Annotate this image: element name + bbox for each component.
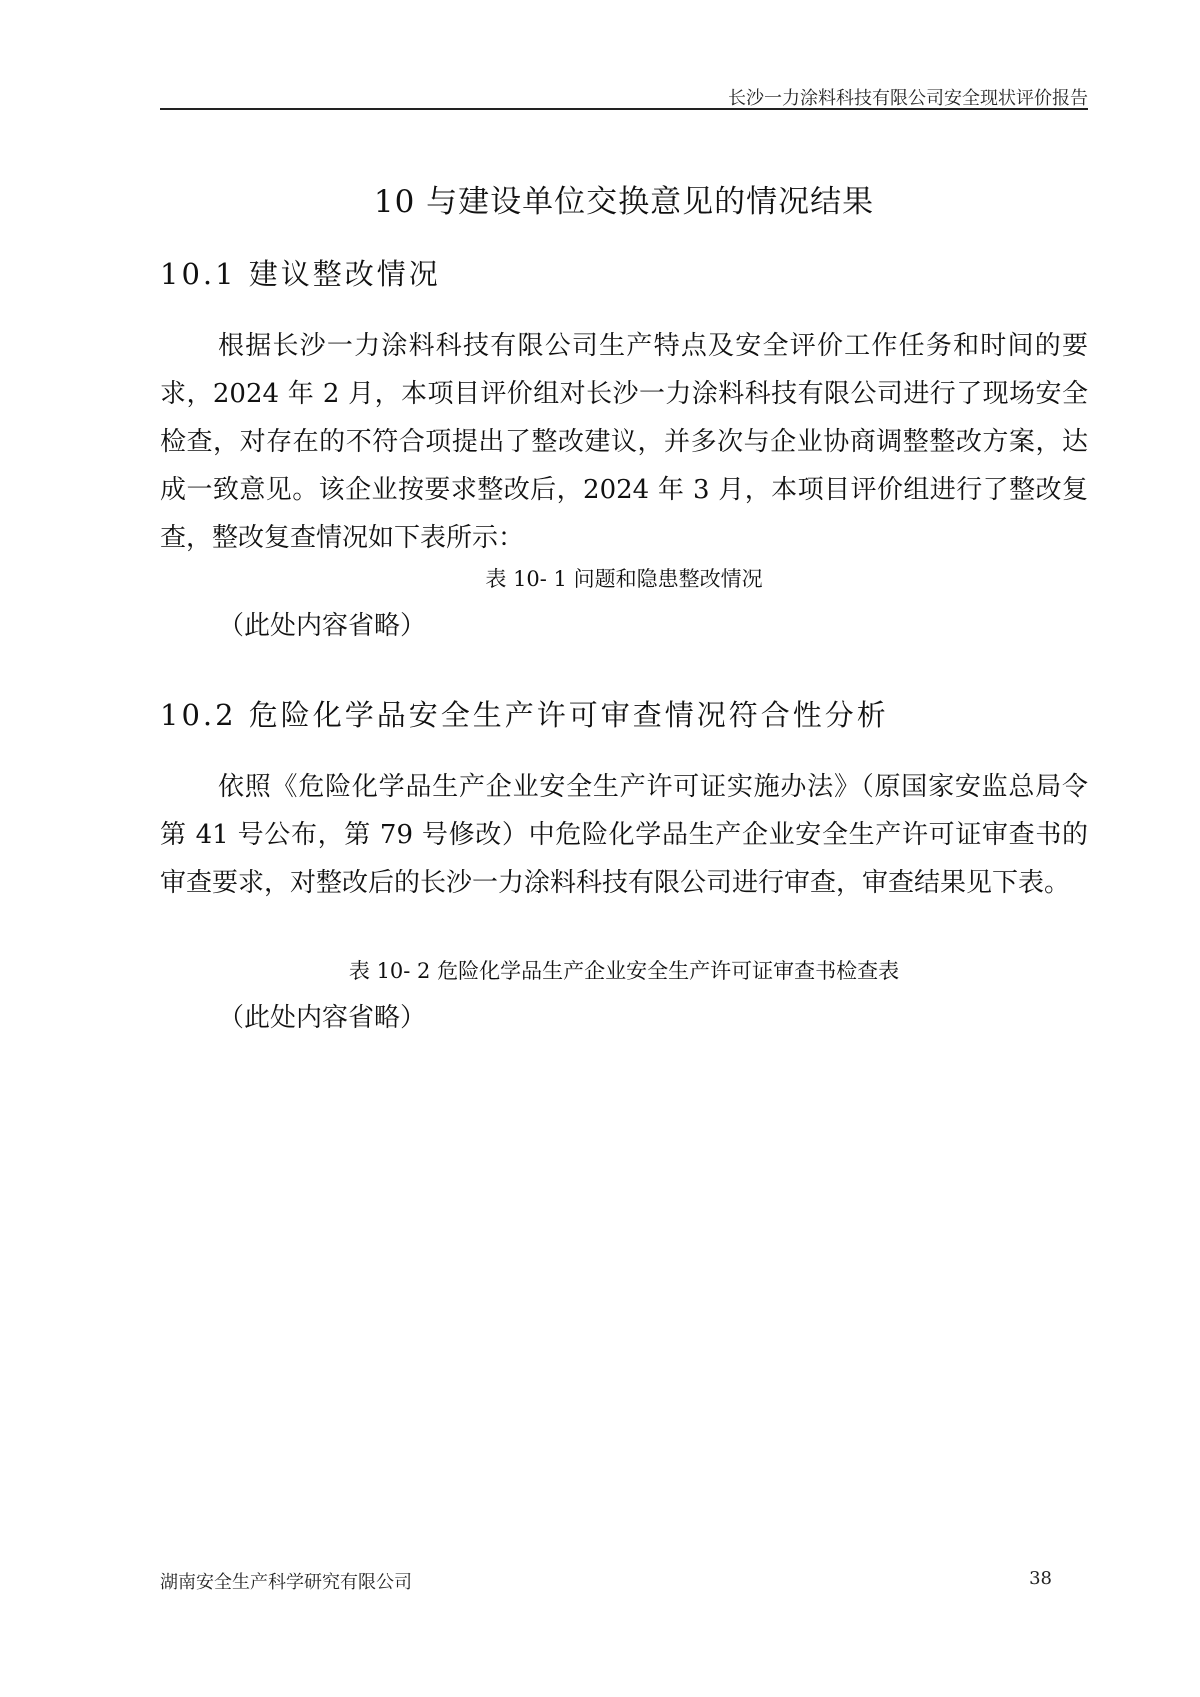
section-heading-10-2: 10.2 危险化学品安全生产许可审查情况符合性分析 xyxy=(160,698,889,732)
section-10-1-paragraph: 根据长沙一力涂料科技有限公司生产特点及安全评价工作任务和时间的要求，2024 年 2 月，本项目评价组对长沙一力涂料科技有限公司进行了现场安全检查，对存在的不符合项提出了整改建议，并多次与企业协商调整整改方案，达成一致意见。该企业按要求整改后，2024 年 3 月，本项目评价组进行了整改复查，整改复查情况如下表所示： xyxy=(160,331,1088,553)
omitted-content-note: （此处内容省略） xyxy=(218,1003,427,1033)
page-number: 38 xyxy=(1029,1568,1052,1589)
section-heading-10-1: 10.1 建议整改情况 xyxy=(160,257,441,291)
section-10-2-paragraph: 依照《危险化学品生产企业安全生产许可证实施办法》（原国家安监总局令第 41 号公布，第 79 号修改）中危险化学品生产企业安全生产许可证审查书的审查要求，对整改后的长沙一力涂料科技有限公司进行审查，审查结果见下表。 xyxy=(160,772,1088,898)
chapter-title: 10 与建设单位交换意见的情况结果 xyxy=(373,184,875,220)
header-rule xyxy=(160,108,1088,110)
footer-organization: 湖南安全生产科学研究有限公司 xyxy=(160,1572,412,1593)
table-10-2-caption: 表 10- 2 危险化学品生产企业安全生产许可证审查书检查表 xyxy=(348,959,900,983)
table-10-1-caption: 表 10- 1 问题和隐患整改情况 xyxy=(485,567,763,591)
running-header: 长沙一力涂料科技有限公司安全现状评价报告 xyxy=(728,88,1088,109)
omitted-content-note: （此处内容省略） xyxy=(218,611,427,641)
